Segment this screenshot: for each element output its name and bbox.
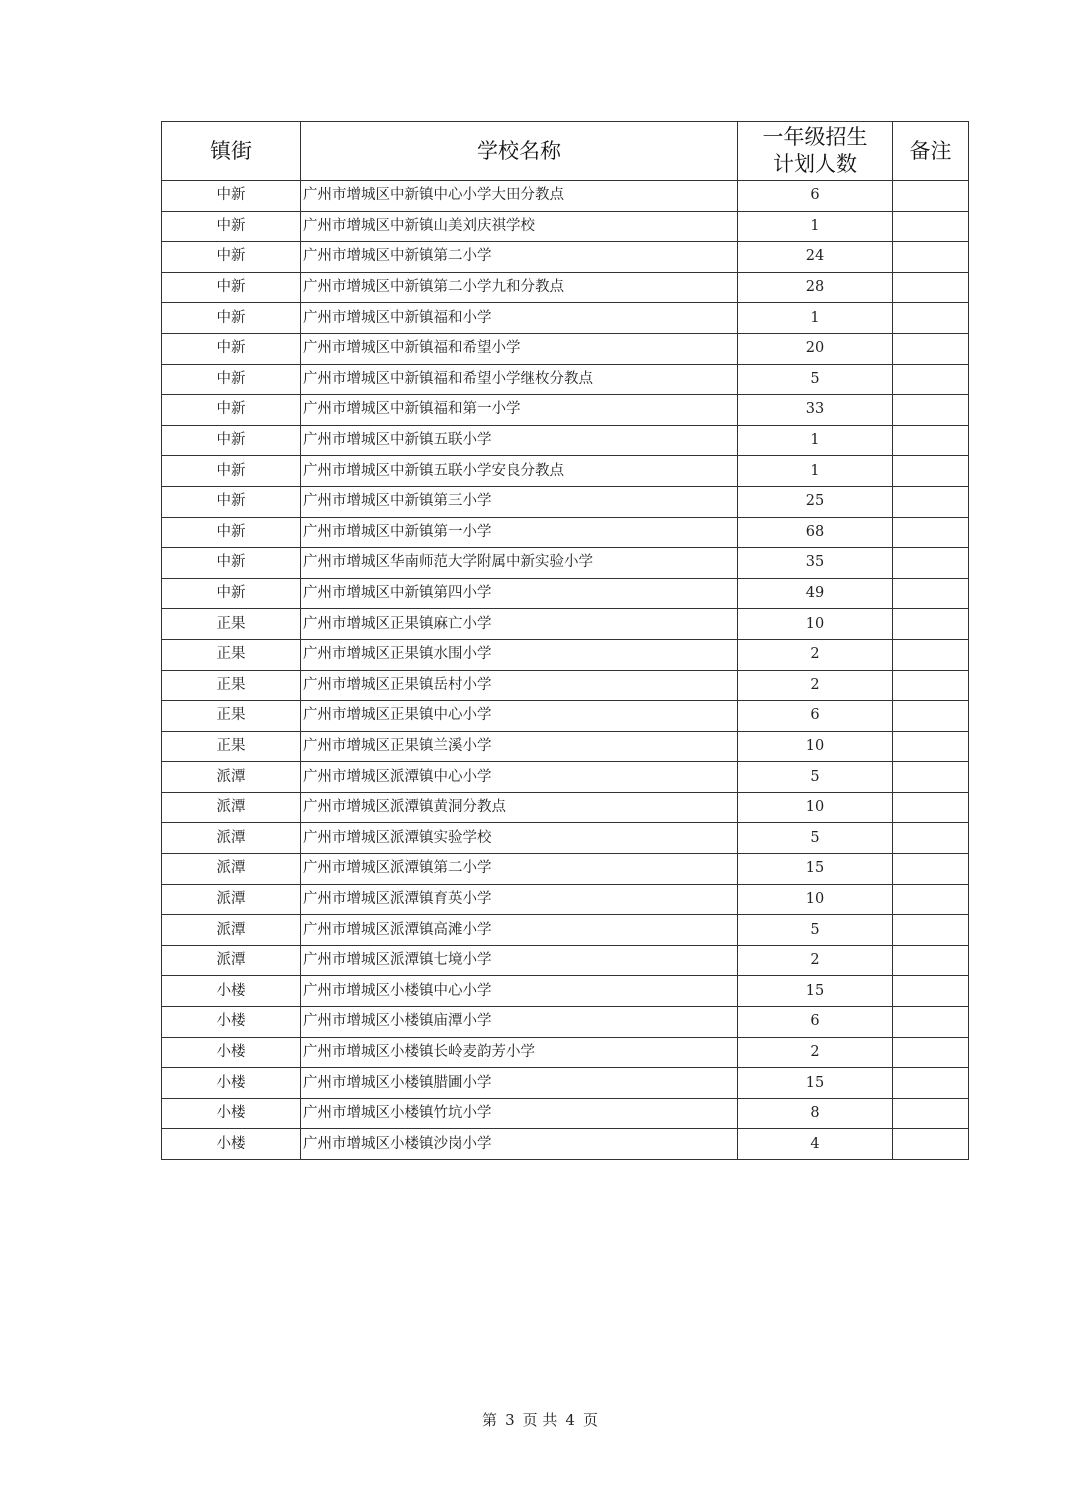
cell-town: 中新 xyxy=(162,242,301,273)
cell-school-name: 广州市增城区派潭镇育英小学 xyxy=(301,884,738,915)
cell-enrollment-count: 24 xyxy=(738,242,893,273)
cell-enrollment-count: 8 xyxy=(738,1098,893,1129)
cell-school-name: 广州市增城区中新镇第四小学 xyxy=(301,578,738,609)
table-row xyxy=(162,1037,969,1068)
cell-town: 派潭 xyxy=(162,792,301,823)
header-school-name: 学校名称 xyxy=(301,122,738,181)
footer-current-page: 3 xyxy=(505,1411,515,1429)
cell-enrollment-count: 5 xyxy=(738,915,893,946)
cell-town: 中新 xyxy=(162,211,301,242)
cell-school-name: 广州市增城区中新镇福和第一小学 xyxy=(301,395,738,426)
cell-town: 派潭 xyxy=(162,945,301,976)
cell-school-name: 广州市增城区正果镇兰溪小学 xyxy=(301,731,738,762)
cell-remarks xyxy=(893,303,969,334)
table-row xyxy=(162,548,969,579)
table-row xyxy=(162,915,969,946)
cell-school-name: 广州市增城区正果镇岳村小学 xyxy=(301,670,738,701)
cell-enrollment-count: 2 xyxy=(738,670,893,701)
cell-school-name: 广州市增城区中新镇五联小学 xyxy=(301,425,738,456)
table-row xyxy=(162,639,969,670)
cell-town: 中新 xyxy=(162,395,301,426)
cell-enrollment-count: 49 xyxy=(738,578,893,609)
table-body xyxy=(162,181,969,1160)
table-row xyxy=(162,578,969,609)
cell-school-name: 广州市增城区正果镇中心小学 xyxy=(301,701,738,732)
cell-school-name: 广州市增城区中新镇第二小学九和分教点 xyxy=(301,272,738,303)
cell-enrollment-count: 2 xyxy=(738,945,893,976)
page-footer xyxy=(0,1409,1080,1430)
cell-town: 中新 xyxy=(162,517,301,548)
cell-town: 派潭 xyxy=(162,823,301,854)
cell-remarks xyxy=(893,395,969,426)
table-row xyxy=(162,395,969,426)
cell-enrollment-count: 1 xyxy=(738,303,893,334)
cell-school-name: 广州市增城区中新镇中心小学大田分教点 xyxy=(301,181,738,212)
table-row xyxy=(162,425,969,456)
cell-town: 中新 xyxy=(162,578,301,609)
cell-school-name: 广州市增城区中新镇第三小学 xyxy=(301,486,738,517)
cell-remarks xyxy=(893,976,969,1007)
table-row xyxy=(162,884,969,915)
table-row xyxy=(162,242,969,273)
table-row xyxy=(162,670,969,701)
cell-school-name: 广州市增城区派潭镇中心小学 xyxy=(301,762,738,793)
table-row xyxy=(162,1068,969,1099)
cell-remarks xyxy=(893,272,969,303)
cell-town: 小楼 xyxy=(162,1068,301,1099)
cell-enrollment-count: 1 xyxy=(738,456,893,487)
cell-remarks xyxy=(893,792,969,823)
cell-remarks xyxy=(893,364,969,395)
cell-school-name: 广州市增城区小楼镇竹坑小学 xyxy=(301,1098,738,1129)
table-header-row xyxy=(162,122,969,181)
cell-enrollment-count: 5 xyxy=(738,364,893,395)
cell-school-name: 广州市增城区小楼镇长岭麦韵芳小学 xyxy=(301,1037,738,1068)
cell-enrollment-count: 1 xyxy=(738,425,893,456)
table-row xyxy=(162,701,969,732)
cell-enrollment-count: 15 xyxy=(738,1068,893,1099)
cell-remarks xyxy=(893,211,969,242)
table-row xyxy=(162,792,969,823)
cell-school-name: 广州市增城区中新镇第二小学 xyxy=(301,242,738,273)
cell-town: 小楼 xyxy=(162,1007,301,1038)
cell-school-name: 广州市增城区小楼镇腊圃小学 xyxy=(301,1068,738,1099)
cell-school-name: 广州市增城区华南师范大学附属中新实验小学 xyxy=(301,548,738,579)
cell-remarks xyxy=(893,456,969,487)
cell-town: 派潭 xyxy=(162,762,301,793)
table-row xyxy=(162,364,969,395)
cell-town: 中新 xyxy=(162,425,301,456)
cell-remarks xyxy=(893,1007,969,1038)
cell-enrollment-count: 20 xyxy=(738,333,893,364)
cell-town: 派潭 xyxy=(162,915,301,946)
cell-remarks xyxy=(893,762,969,793)
header-remarks: 备注 xyxy=(893,122,969,181)
footer-middle: 页 共 xyxy=(522,1411,558,1429)
cell-enrollment-count: 6 xyxy=(738,181,893,212)
cell-remarks xyxy=(893,425,969,456)
header-enrollment-count xyxy=(738,122,893,181)
cell-enrollment-count: 15 xyxy=(738,854,893,885)
cell-remarks xyxy=(893,181,969,212)
cell-school-name: 广州市增城区中新镇福和小学 xyxy=(301,303,738,334)
table-row xyxy=(162,854,969,885)
cell-town: 中新 xyxy=(162,181,301,212)
table-row xyxy=(162,181,969,212)
cell-school-name: 广州市增城区派潭镇黄洞分教点 xyxy=(301,792,738,823)
table-row xyxy=(162,211,969,242)
cell-remarks xyxy=(893,578,969,609)
cell-town: 小楼 xyxy=(162,1098,301,1129)
cell-school-name: 广州市增城区派潭镇高滩小学 xyxy=(301,915,738,946)
footer-prefix: 第 xyxy=(482,1411,498,1429)
cell-school-name: 广州市增城区正果镇麻亡小学 xyxy=(301,609,738,640)
table-row xyxy=(162,517,969,548)
cell-enrollment-count: 10 xyxy=(738,609,893,640)
cell-town: 中新 xyxy=(162,486,301,517)
table-row xyxy=(162,945,969,976)
cell-remarks xyxy=(893,670,969,701)
cell-remarks xyxy=(893,639,969,670)
table-row xyxy=(162,333,969,364)
table-row xyxy=(162,731,969,762)
cell-school-name: 广州市增城区中新镇福和希望小学继枚分教点 xyxy=(301,364,738,395)
footer-suffix: 页 xyxy=(582,1411,598,1429)
cell-remarks xyxy=(893,517,969,548)
cell-town: 正果 xyxy=(162,609,301,640)
cell-town: 中新 xyxy=(162,364,301,395)
cell-enrollment-count: 5 xyxy=(738,762,893,793)
cell-town: 中新 xyxy=(162,272,301,303)
table-row xyxy=(162,976,969,1007)
cell-remarks xyxy=(893,731,969,762)
cell-school-name: 广州市增城区中新镇第一小学 xyxy=(301,517,738,548)
cell-town: 中新 xyxy=(162,303,301,334)
cell-enrollment-count: 10 xyxy=(738,792,893,823)
table-row xyxy=(162,609,969,640)
cell-remarks xyxy=(893,548,969,579)
cell-town: 正果 xyxy=(162,701,301,732)
cell-enrollment-count: 4 xyxy=(738,1129,893,1160)
cell-enrollment-count: 2 xyxy=(738,639,893,670)
cell-enrollment-count: 28 xyxy=(738,272,893,303)
cell-remarks xyxy=(893,854,969,885)
cell-town: 中新 xyxy=(162,456,301,487)
cell-remarks xyxy=(893,486,969,517)
cell-town: 小楼 xyxy=(162,1037,301,1068)
header-count-line1: 一年级招生 xyxy=(762,125,868,149)
table-row xyxy=(162,303,969,334)
cell-enrollment-count: 1 xyxy=(738,211,893,242)
cell-town: 正果 xyxy=(162,670,301,701)
cell-remarks xyxy=(893,945,969,976)
cell-remarks xyxy=(893,884,969,915)
table-row xyxy=(162,762,969,793)
cell-enrollment-count: 5 xyxy=(738,823,893,854)
cell-town: 小楼 xyxy=(162,1129,301,1160)
footer-total-pages: 4 xyxy=(565,1411,575,1429)
cell-school-name: 广州市增城区派潭镇第二小学 xyxy=(301,854,738,885)
table-row xyxy=(162,272,969,303)
table-row xyxy=(162,456,969,487)
cell-town: 派潭 xyxy=(162,854,301,885)
cell-enrollment-count: 33 xyxy=(738,395,893,426)
cell-enrollment-count: 25 xyxy=(738,486,893,517)
cell-remarks xyxy=(893,701,969,732)
cell-town: 中新 xyxy=(162,548,301,579)
table-row xyxy=(162,1129,969,1160)
cell-school-name: 广州市增城区派潭镇七境小学 xyxy=(301,945,738,976)
cell-town: 中新 xyxy=(162,333,301,364)
cell-enrollment-count: 6 xyxy=(738,701,893,732)
table-row xyxy=(162,1007,969,1038)
enrollment-table xyxy=(161,121,969,1160)
cell-enrollment-count: 6 xyxy=(738,1007,893,1038)
cell-school-name: 广州市增城区小楼镇中心小学 xyxy=(301,976,738,1007)
cell-school-name: 广州市增城区中新镇山美刘庆祺学校 xyxy=(301,211,738,242)
cell-remarks xyxy=(893,915,969,946)
cell-remarks xyxy=(893,1068,969,1099)
cell-town: 正果 xyxy=(162,731,301,762)
cell-remarks xyxy=(893,823,969,854)
cell-school-name: 广州市增城区中新镇五联小学安良分教点 xyxy=(301,456,738,487)
header-count-line2: 计划人数 xyxy=(773,152,857,176)
cell-enrollment-count: 35 xyxy=(738,548,893,579)
cell-school-name: 广州市增城区小楼镇庙潭小学 xyxy=(301,1007,738,1038)
cell-town: 正果 xyxy=(162,639,301,670)
cell-remarks xyxy=(893,609,969,640)
cell-school-name: 广州市增城区正果镇水围小学 xyxy=(301,639,738,670)
table-row xyxy=(162,1098,969,1129)
cell-town: 小楼 xyxy=(162,976,301,1007)
cell-enrollment-count: 10 xyxy=(738,731,893,762)
cell-enrollment-count: 10 xyxy=(738,884,893,915)
cell-remarks xyxy=(893,1037,969,1068)
cell-remarks xyxy=(893,1098,969,1129)
cell-school-name: 广州市增城区中新镇福和希望小学 xyxy=(301,333,738,364)
cell-remarks xyxy=(893,1129,969,1160)
cell-town: 派潭 xyxy=(162,884,301,915)
cell-enrollment-count: 15 xyxy=(738,976,893,1007)
header-town: 镇街 xyxy=(162,122,301,181)
cell-remarks xyxy=(893,333,969,364)
table-row xyxy=(162,823,969,854)
cell-school-name: 广州市增城区小楼镇沙岗小学 xyxy=(301,1129,738,1160)
cell-enrollment-count: 2 xyxy=(738,1037,893,1068)
cell-remarks xyxy=(893,242,969,273)
table-row xyxy=(162,486,969,517)
cell-enrollment-count: 68 xyxy=(738,517,893,548)
cell-school-name: 广州市增城区派潭镇实验学校 xyxy=(301,823,738,854)
